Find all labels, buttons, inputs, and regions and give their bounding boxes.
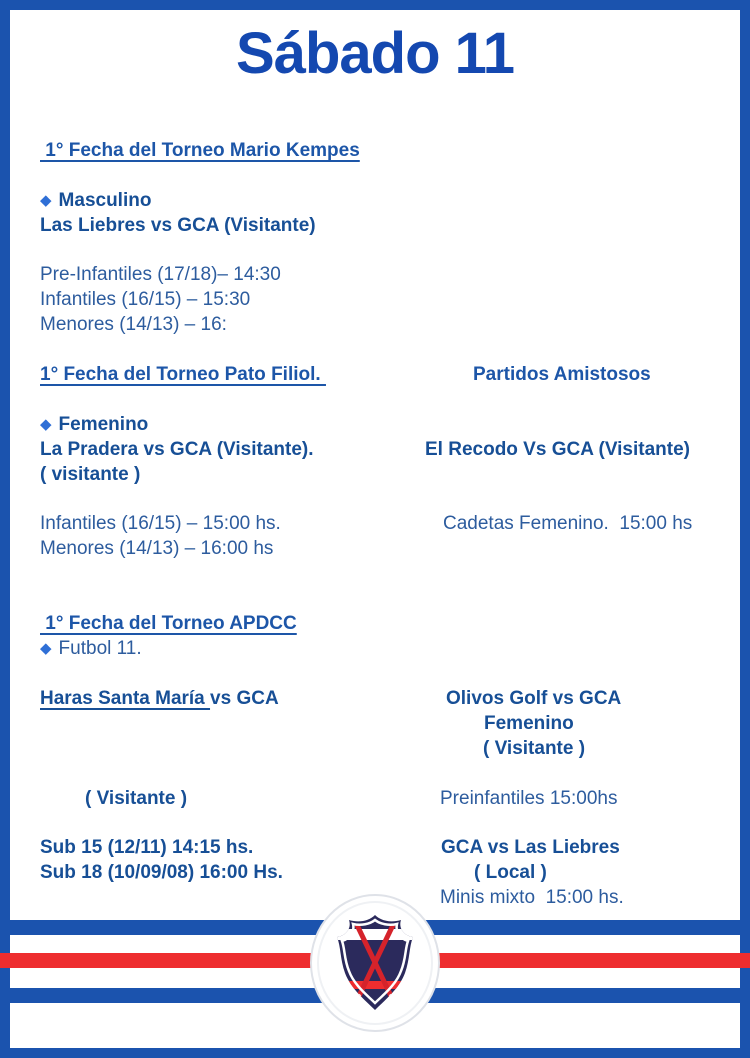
match-las-liebres: Las Liebres vs GCA (Visitante)	[40, 215, 316, 236]
page-title: Sábado 11	[236, 21, 514, 86]
section-heading-amistosos: Partidos Amistosos	[473, 364, 651, 385]
match-olivos-visitante: ( Visitante )	[483, 738, 586, 759]
time-minis-mixto: Minis mixto 15:00 hs.	[440, 887, 624, 908]
match-haras	[40, 688, 279, 711]
match-note-visitante-lower: ( visitante )	[40, 464, 141, 485]
time-cadetas: Cadetas Femenino. 15:00 hs	[443, 513, 693, 534]
match-note-visitante-upper: ( Visitante )	[85, 788, 188, 809]
match-haras-rest: vs GCA	[210, 688, 279, 709]
match-haras-underlined: Haras Santa María	[40, 688, 211, 709]
time-sub18: Sub 18 (10/09/08) 16:00 Hs.	[40, 862, 283, 883]
match-olivos-femenino: Femenino	[484, 713, 574, 734]
time-infantiles: Infantiles (16/15) – 15:30	[40, 289, 251, 310]
section-heading-apdcc: 1° Fecha del Torneo APDCC	[40, 613, 297, 634]
time-infantiles-filiol: Infantiles (16/15) – 15:00 hs.	[40, 513, 281, 534]
category-label-futbol11: Futbol 11.	[58, 638, 142, 659]
match-la-pradera: La Pradera vs GCA (Visitante).	[40, 439, 314, 460]
match-gca-local: ( Local )	[474, 862, 547, 883]
category-label-masculino: Masculino	[58, 190, 152, 211]
match-el-recodo: El Recodo Vs GCA (Visitante)	[425, 439, 690, 460]
section-heading-pato-filiol: 1° Fecha del Torneo Pato Filiol.	[40, 364, 326, 385]
time-preinfantiles: Pre-Infantiles (17/18)– 14:30	[40, 264, 281, 285]
club-crest-icon	[309, 893, 441, 1033]
match-olivos-golf: Olivos Golf vs GCA	[446, 688, 622, 709]
match-gca-las-liebres: GCA vs Las Liebres	[441, 837, 620, 858]
time-menores: Menores (14/13) – 16:	[40, 314, 227, 335]
category-line-femenino	[40, 414, 148, 437]
club-crest-logo	[309, 893, 441, 1033]
diamond-bullet-icon: ◆	[40, 416, 52, 433]
time-sub15: Sub 15 (12/11) 14:15 hs.	[40, 837, 254, 858]
category-line-futbol11	[40, 638, 142, 661]
category-label-femenino: Femenino	[58, 414, 149, 435]
category-line-masculino	[40, 190, 151, 213]
diamond-bullet-icon: ◆	[40, 192, 52, 209]
diamond-bullet-icon: ◆	[40, 640, 52, 657]
section-heading-mario-kempes: 1° Fecha del Torneo Mario Kempes	[40, 140, 360, 161]
time-preinfantiles-olivos: Preinfantiles 15:00hs	[440, 788, 618, 809]
time-menores-filiol: Menores (14/13) – 16:00 hs	[40, 538, 274, 559]
